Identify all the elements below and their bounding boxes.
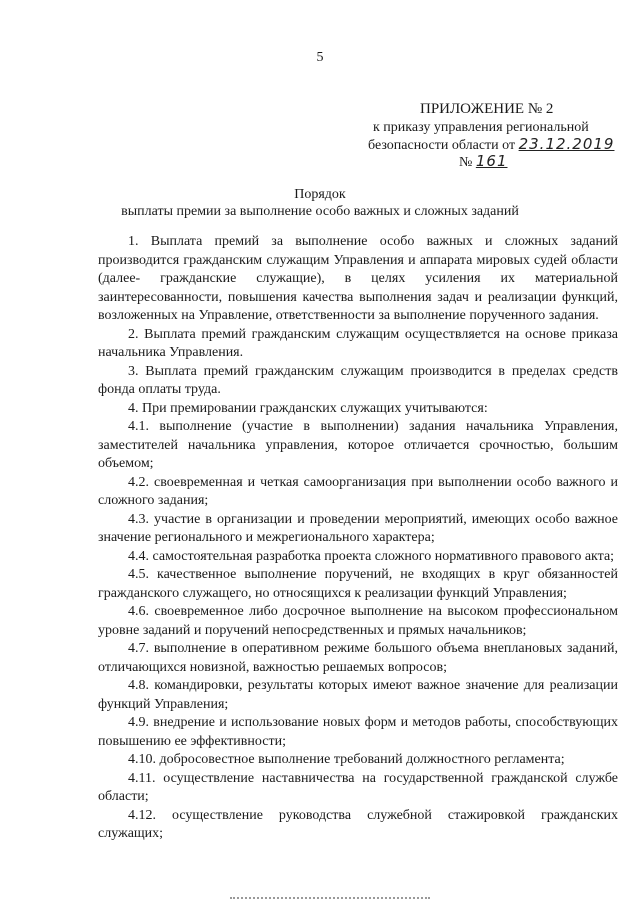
appendix-date-prefix: безопасности области от <box>368 138 516 153</box>
paragraph-4: 4. При премировании гражданских служащих учитываются: <box>128 400 488 416</box>
handwritten-date: 23.12.2019 <box>518 135 615 153</box>
paragraph-4-12: 4.12. осуществление руководства служебной стажировкой гражданских служащих; <box>98 807 618 841</box>
paragraph-4-3: 4.3. участие в организации и проведении мероприятий, имеющих особо важное значение регионального и межрегионального характера; <box>98 511 618 545</box>
appendix-number-prefix: № <box>459 155 473 170</box>
paragraph-4-2: 4.2. своевременная и четкая самоорганизация при выполнении особо важного и сложного задания; <box>98 474 618 508</box>
appendix-title: ПРИЛОЖЕНИЕ № 2 <box>420 101 554 117</box>
appendix-number-line <box>459 153 640 171</box>
paragraph-1: 1. Выплата премий за выполнение особо важных и сложных заданий производится гражданским служащим Управления и аппарата мировых судей области (далее- гражданские служащие), в целях усиления их материальной заинтересованности, повышения качества выполнения задач и реализации функций, возложенных на Управление, ответственности за выполнение порученного задания. <box>98 234 618 323</box>
page-number: 5 <box>316 50 324 65</box>
paragraph-4-8: 4.8. командировки, результаты которых имеют важное значение для реализации функций Управления; <box>98 678 618 712</box>
paragraph-4-11: 4.11. осуществление наставничества на государственной гражданской службе области; <box>98 770 618 804</box>
paragraph-4-6: 4.6. своевременное либо досрочное выполнение на высоком профессиональном уровне заданий и поручений непосредственных и прямых начальников; <box>98 604 618 638</box>
paragraph-2: 2. Выплата премий гражданским служащим осуществляется на основе приказа начальника Управления. <box>98 326 618 360</box>
appendix-order-line: к приказу управления региональной <box>373 120 589 135</box>
paragraph-3: 3. Выплата премий гражданским служащим производится в пределах средств фонда оплаты труда. <box>98 363 618 397</box>
document-body <box>98 233 618 844</box>
paragraph-4-9: 4.9. внедрение и использование новых форм и методов работы, способствующих повышению ее эффективности; <box>98 715 618 749</box>
paragraph-4-5: 4.5. качественное выполнение поручений, не входящих в круг обязанностей гражданского служащего, но относящихся к реализации функций Управления; <box>98 567 618 601</box>
paragraph-4-4: 4.4. самостоятельная разработка проекта сложного нормативного правового акта; <box>128 548 615 564</box>
paragraph-4-1: 4.1. выполнение (участие в выполнении) задания начальника Управления, заместителей начальника управления, которое отличается срочностью, большим объемом; <box>98 419 618 471</box>
paragraph-4-10: 4.10. добросовестное выполнение требований должностного регламента; <box>128 752 565 767</box>
paragraph-4-7: 4.7. выполнение в оперативном режиме большого объема внеплановых заданий, отличающихся новизной, важностью решаемых вопросов; <box>98 641 618 675</box>
doc-subtitle: выплаты премии за выполнение особо важных и сложных заданий <box>121 204 519 219</box>
page-bottom-mark <box>230 897 430 902</box>
doc-title: Порядок <box>294 187 346 202</box>
handwritten-number: 161 <box>475 152 508 170</box>
